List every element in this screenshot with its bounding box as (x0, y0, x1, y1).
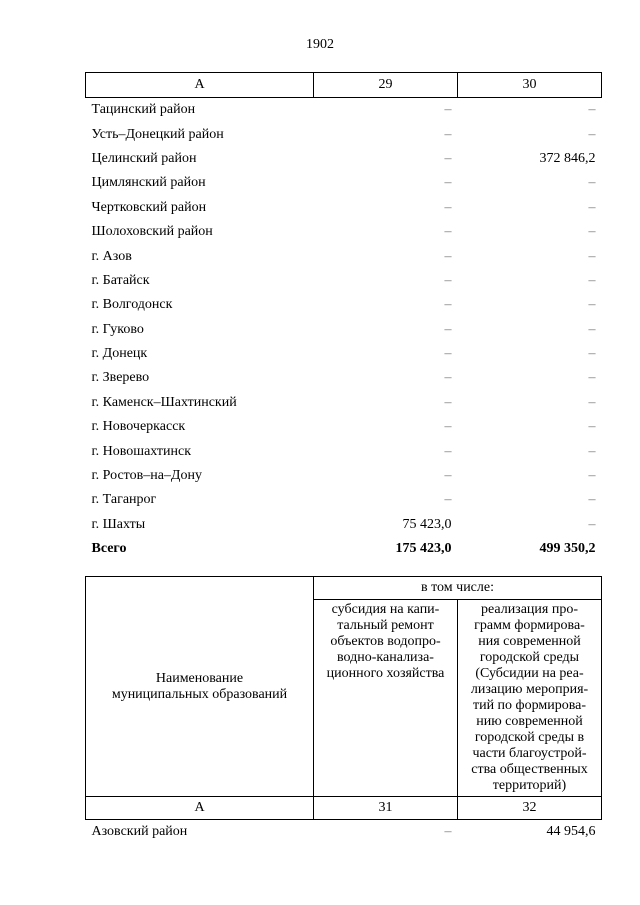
subsidy-capital-repair-line: ционного хозяйства (326, 666, 445, 681)
value-col29: – (444, 321, 452, 337)
value-col30: – (588, 102, 596, 118)
municipality-name: Цимлянский район (91, 175, 206, 191)
value-col30: – (588, 443, 596, 459)
table-row (86, 439, 602, 463)
municipality-name: г. Батайск (91, 272, 150, 288)
value-col29: – (444, 199, 452, 215)
municipality-name: Азовский район (91, 824, 188, 839)
municipality-name: г. Новочеркасск (91, 419, 186, 435)
value-col29: – (444, 224, 452, 240)
municipality-name: г. Зверево (91, 370, 150, 386)
value-col29: – (444, 346, 452, 362)
value-col29: – (444, 272, 452, 288)
table-row (86, 220, 602, 244)
value-col30: – (588, 492, 596, 508)
municipality-name: г. Таганрог (91, 492, 157, 508)
value-col29: – (444, 297, 452, 313)
urban-environment-program-line: ства общественных (471, 762, 588, 777)
value-col30: – (588, 321, 596, 337)
municipality-name: Усть–Донецкий район (91, 126, 224, 142)
column-number-row (86, 797, 602, 820)
total-label: Всего (91, 541, 127, 557)
table-row (86, 464, 602, 488)
subsidy-capital-repair-line: объектов водопро- (330, 634, 441, 649)
municipality-name: г. Каменск–Шахтинский (91, 394, 237, 410)
table-row (86, 171, 602, 195)
value-col30: – (588, 272, 596, 288)
column-header-row (86, 73, 602, 98)
urban-environment-program-line: грамм формирова- (474, 618, 585, 633)
total-row (86, 537, 602, 561)
table-row (86, 488, 602, 512)
value-col30: – (588, 199, 596, 215)
value-col30: – (588, 248, 596, 264)
table-row (86, 98, 602, 123)
column-number-32: 32 (458, 797, 602, 820)
value-col30: – (588, 126, 596, 142)
value-col29: – (444, 468, 452, 484)
table-row (86, 366, 602, 390)
value-col31: – (444, 824, 452, 839)
value-col30: – (588, 175, 596, 191)
table-row (86, 244, 602, 268)
urban-environment-program-line: тий по формирова- (472, 698, 587, 713)
total-col29: 175 423,0 (395, 541, 452, 557)
total-col30: 499 350,2 (539, 541, 596, 557)
table-row (86, 415, 602, 439)
urban-environment-program-line: городской среды (479, 650, 580, 665)
column-number-31: 31 (314, 797, 458, 820)
value-col29: – (444, 102, 452, 118)
column-header-a: А (86, 73, 314, 98)
table-row (86, 342, 602, 366)
urban-environment-program-line: территорий) (492, 778, 567, 793)
subsidy-capital-repair-line: субсидия на капи- (331, 602, 440, 617)
including-header: в том числе: (314, 577, 602, 600)
value-col29: – (444, 419, 452, 435)
value-col30: – (588, 468, 596, 484)
subsidy-capital-repair-header (314, 600, 458, 797)
column-header-29: 29 (314, 73, 458, 98)
table-row (86, 147, 602, 171)
municipality-name: г. Гуково (91, 321, 144, 337)
page-number: 1902 (306, 37, 334, 52)
table-row (86, 269, 602, 293)
value-col29: – (444, 248, 452, 264)
value-col29: – (444, 126, 452, 142)
table-row (86, 513, 602, 537)
municipality-name: г. Азов (91, 248, 132, 264)
table-row (86, 122, 602, 146)
value-col32: 44 954,6 (546, 824, 596, 839)
value-col30: 372 846,2 (539, 150, 596, 166)
municipality-name: г. Донецк (91, 346, 148, 362)
value-col30: – (588, 516, 596, 532)
lower-table (85, 576, 602, 844)
value-col29: – (444, 175, 452, 191)
urban-environment-program-line: лизацию мероприя- (470, 682, 589, 697)
upper-table (85, 72, 602, 561)
municipality-name-header-line1: Наименование (155, 670, 244, 686)
municipality-name: Шолоховский район (91, 224, 213, 240)
municipality-name-header-line2: муниципальных образований (111, 686, 288, 702)
municipality-name: г. Шахты (91, 516, 146, 532)
urban-environment-program-line: городской среды в (474, 730, 585, 745)
table-row (86, 391, 602, 415)
urban-environment-program-line: нию современной (476, 714, 583, 729)
subsidy-capital-repair-line: водно-канализа- (337, 650, 434, 665)
column-header-30: 30 (458, 73, 602, 98)
value-col30: – (588, 346, 596, 362)
municipality-name: Чертковский район (91, 199, 207, 215)
table-row (86, 196, 602, 220)
municipality-name-header (86, 577, 314, 797)
value-col30: – (588, 224, 596, 240)
table-row (86, 293, 602, 317)
urban-environment-program-line: ния современной (478, 634, 581, 649)
urban-environment-program-line: части благоустрой- (472, 746, 587, 761)
urban-environment-program-header (458, 600, 602, 797)
value-col29: 75 423,0 (402, 516, 452, 532)
table-row (86, 318, 602, 342)
subsidy-capital-repair-line: тальный ремонт (337, 618, 434, 633)
value-col29: – (444, 150, 452, 166)
value-col29: – (444, 492, 452, 508)
municipality-name: г. Ростов–на–Дону (91, 468, 202, 484)
value-col30: – (588, 419, 596, 435)
municipality-name: г. Новошахтинск (91, 443, 192, 459)
table-row (86, 820, 602, 845)
value-col30: – (588, 297, 596, 313)
value-col29: – (444, 370, 452, 386)
value-col30: – (588, 394, 596, 410)
value-col30: – (588, 370, 596, 386)
urban-environment-program-line: (Субсидии на реа- (475, 666, 584, 681)
urban-environment-program-line: реализация про- (480, 602, 579, 617)
municipality-name: г. Волгодонск (91, 297, 173, 313)
column-number-a: А (86, 797, 314, 820)
municipality-name: Тацинский район (91, 102, 196, 118)
value-col29: – (444, 443, 452, 459)
value-col29: – (444, 394, 452, 410)
municipality-name: Целинский район (91, 150, 197, 166)
